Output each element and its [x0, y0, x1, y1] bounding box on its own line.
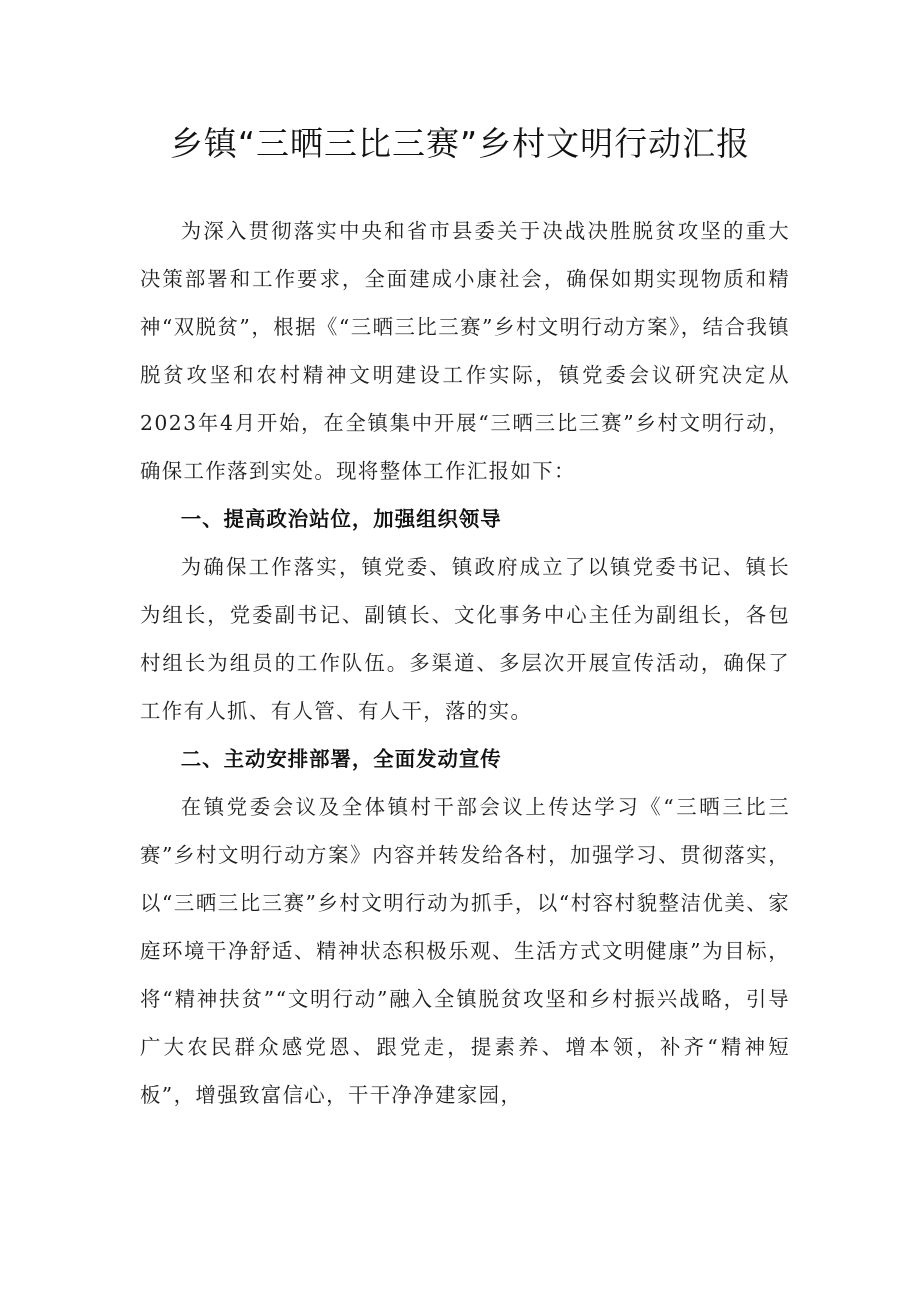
- section-paragraph: 为确保工作落实，镇党委、镇政府成立了以镇党委书记、镇长为组长，党委副书记、副镇长、文化事务中心主任为副组长，各包村组长为组员的工作队伍。多渠道、多层次开展宣传活动，确保了工作有人抓、有人管、有人干，落的实。: [140, 555, 790, 723]
- intro-paragraph: 为深入贯彻落实中央和省市县委关于决战决胜脱贫攻坚的重大决策部署和工作要求，全面建成小康社会，确保如期实现物质和精神“双脱贫”，根据《“三晒三比三赛”乡村文明行动方案》，结合我镇脱贫攻坚和农村精神文明建设工作实际，镇党委会议研究决定从2023年4月开始，在全镇集中开展“三晒三比三赛”乡村文明行动，确保工作落到实处。现将整体工作汇报如下：: [140, 219, 790, 483]
- section-paragraph: 在镇党委会议及全体镇村干部会议上传达学习《“三晒三比三赛”乡村文明行动方案》内容并转发给各村，加强学习、贯彻落实，以“三晒三比三赛”乡村文明行动为抓手，以“村容村貌整洁优美、家庭环境干净舒适、精神状态积极乐观、生活方式文明健康”为目标，将“精神扶贫”“文明行动”融入全镇脱贫攻坚和乡村振兴战略，引导广大农民群众感党恩、跟党走，提素养、增本领，补齐“精神短板”，增强致富信心，干干净净建家园，: [140, 795, 790, 1107]
- section-1: [140, 495, 790, 735]
- section-heading: 二、主动安排部署，全面发动宣传: [180, 747, 502, 771]
- document-title: 乡镇“三晒三比三赛”乡村文明行动汇报: [169, 124, 751, 163]
- document-body: [140, 207, 790, 1119]
- section-2: [140, 735, 790, 1119]
- section-heading: 一、提高政治站位，加强组织领导: [180, 507, 502, 531]
